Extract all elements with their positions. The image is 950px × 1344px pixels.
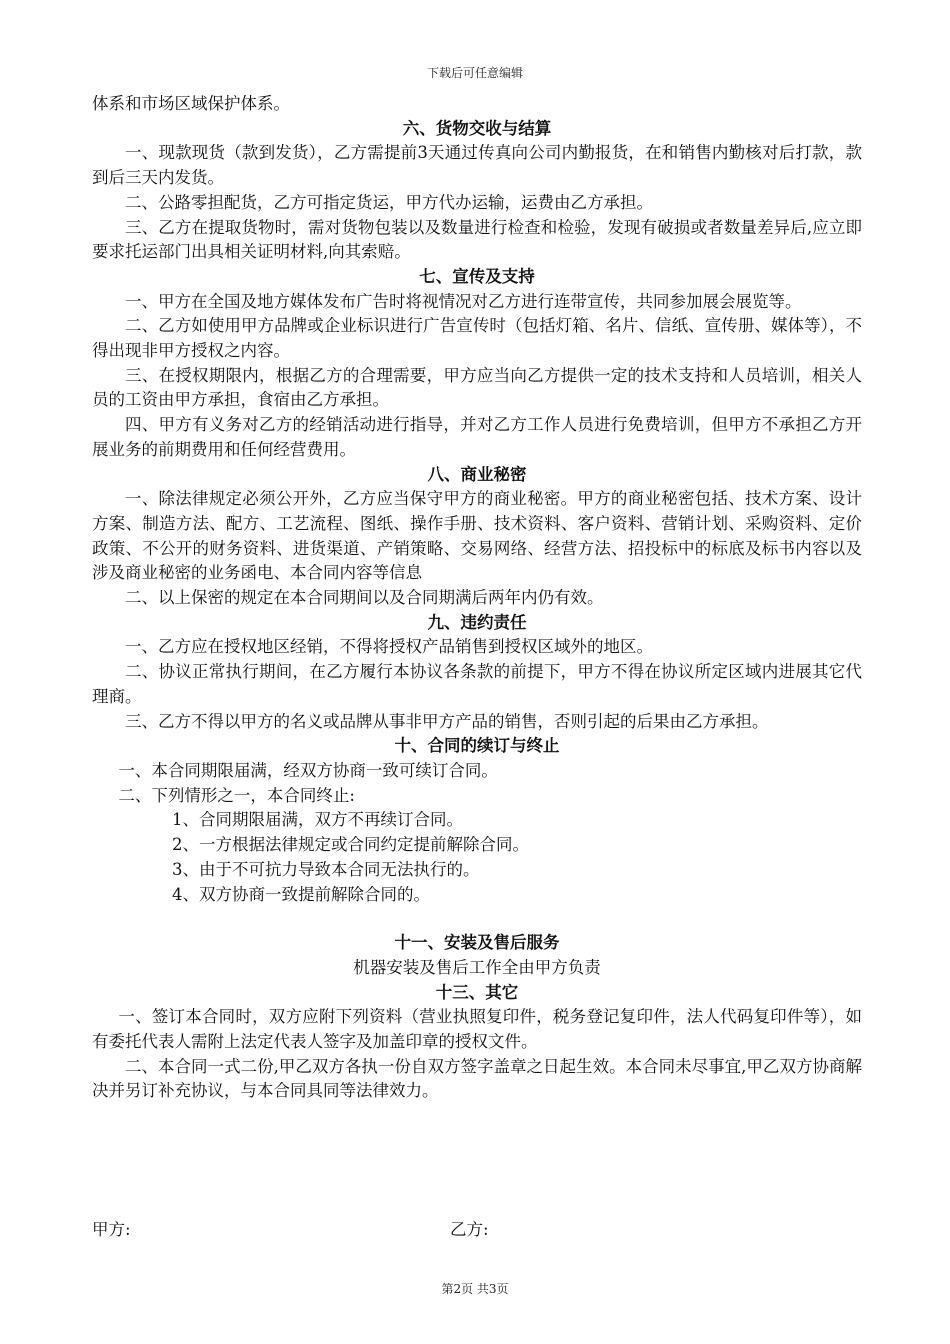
list-item: 2、一方根据法律规定或合同约定提前解除合同。 — [172, 835, 529, 855]
paragraph: 二、乙方如使用甲方品牌或企业标识进行广告宣传时（包括灯箱、名片、信纸、宣传册、媒体等），不得出现非甲方授权之内容。 — [92, 316, 862, 361]
paragraph: 一、签订本合同时，双方应附下列资料（营业执照复印件，税务登记复印件，法人代码复印件等），如有委托代表人需附上法定代表人签字及加盖印章的授权文件。 — [92, 1007, 862, 1052]
list-item: 1、合同期限届满，双方不再续订合同。 — [172, 810, 463, 830]
list-item: 4、双方协商一致提前解除合同的。 — [172, 884, 430, 904]
paragraph: 三、在授权期限内，根据乙方的合理需要，甲方应当向乙方提供一定的技术支持和人员培训，相关人员的工资由甲方承担，食宿由乙方承担。 — [92, 365, 862, 410]
paragraph: 二、下列情形之一，本合同终止: — [118, 785, 355, 805]
paragraph: 机器安装及售后工作全由甲方负责 — [353, 957, 601, 977]
paragraph: 二、协议正常执行期间，在乙方履行本协议各条款的前提下，甲方不得在协议所定区域内进展其它代理商。 — [92, 662, 862, 706]
paragraph: 体系和市场区域保护体系。 — [92, 94, 290, 113]
party-b-label: 乙方: — [450, 1220, 489, 1239]
page-number: 第2页 共3页 — [441, 1282, 509, 1296]
section-heading: 九、违约责任 — [427, 612, 527, 632]
section-heading: 十三、其它 — [435, 982, 519, 1002]
paragraph: 一、乙方应在授权地区经销，不得将授权产品销售到授权区域外的地区。 — [125, 637, 653, 657]
paragraph: 一、甲方在全国及地方媒体发布广告时将视情况对乙方进行连带宣传，共同参加展会展览等。 — [125, 291, 802, 311]
paragraph: 二、以上保密的规定在本合同期间以及合同期满后两年内仍有效。 — [125, 588, 604, 608]
document-body — [92, 92, 862, 1104]
paragraph: 一、本合同期限届满，经双方协商一致可续订合同。 — [118, 760, 498, 780]
paragraph: 四、甲方有义务对乙方的经销活动进行指导，并对乙方工作人员进行免费培训，但甲方不承担乙方开展业务的前期费用和任何经营费用。 — [92, 415, 862, 459]
page-header: 下载后可任意编辑 — [426, 66, 523, 80]
party-a-label: 甲方: — [92, 1220, 131, 1239]
section-heading: 十一、安装及售后服务 — [394, 933, 560, 953]
section-heading: 八、商业秘密 — [427, 464, 527, 484]
section-heading: 六、货物交收与结算 — [402, 118, 552, 138]
paragraph: 一、现款现货（款到发货），乙方需提前3天通过传真向公司内勤报货，在和销售内勤核对后打款，款到后三天内发货。 — [92, 143, 862, 188]
list-item: 3、由于不可抗力导致本合同无法执行的。 — [172, 859, 480, 879]
paragraph: 三、乙方在提取货物时，需对货物包装以及数量进行检查和检验，发现有破损或者数量差异后,应立即要求托运部门出具相关证明材料,向其索赔。 — [92, 217, 862, 262]
paragraph: 二、本合同一式二份,甲乙双方各执一份自双方签字盖章之日起生效。本合同未尽事宜,甲乙双方协商解决并另订补充协议，与本合同具同等法律效力。 — [92, 1056, 862, 1101]
paragraph: 三、乙方不得以甲方的名义或品牌从事非甲方产品的销售，否则引起的后果由乙方承担。 — [125, 711, 769, 731]
paragraph: 一、除法律规定必须公开外，乙方应当保守甲方的商业秘密。甲方的商业秘密包括、技术方案、设计方案、制造方法、配方、工艺流程、图纸、操作手册、技术资料、客户资料、营销计划、采购资料、定价政策、不公开的财务资料、进货渠道、产销策略、交易网络、经营方法、招投标中的标底及标书内容以及涉及商业秘密的业务函电、本合同内容等信息 — [92, 489, 862, 583]
section-heading: 十、合同的续订与终止 — [394, 736, 560, 756]
section-heading: 七、宣传及支持 — [419, 266, 535, 286]
paragraph: 二、公路零担配货，乙方可指定货运，甲方代办运输，运费由乙方承担。 — [125, 192, 653, 212]
